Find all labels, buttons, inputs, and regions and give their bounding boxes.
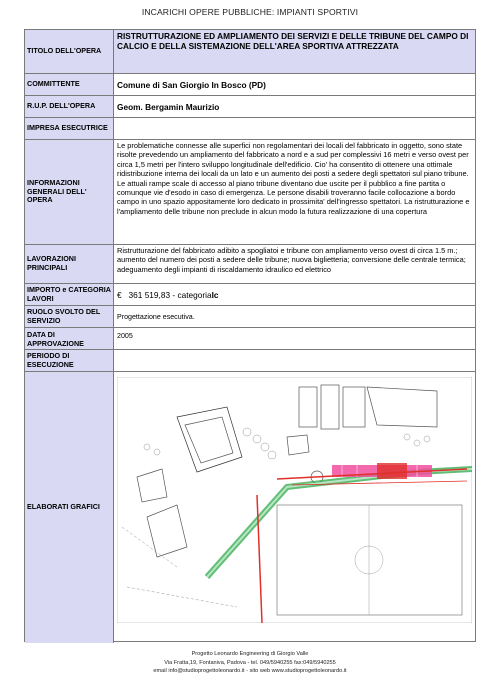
value-elaborati [114,372,475,643]
label-lavorazioni: LAVORAZIONI PRINCIPALI [25,245,114,283]
footer [0,650,500,676]
row-periodo [25,350,475,372]
label-committente: COMMITTENTE [25,74,114,95]
footer-contacts: email info@studioprogettoleonardo.it - sito web www.studioprogettoleonardo.it [153,668,347,675]
label-impresa: IMPRESA ESECUTRICE [25,118,114,139]
row-informazioni [25,140,475,245]
value-informazioni: Le problematiche connesse alle superfici non regolamentari dei locali del fabbricato in oggetto, sono state risolte prevedendo un ampliamento del fabbricato a nord e a sud per complessivi 16 metri e verso ovest per circa 1,5 metri per l'intero sviluppo longitudinale dell'edificio. Cio' ha consentito di ottenere una ottimale ridistribuzione interna dei locali da un lato e un aumento dei posti a sedere degli spettatori sul piano tribune. Le attuali rampe scale di accesso al piano tribune diventano due uscite per il pubblico a fine partita o comunque vie d'esodo in caso di emergenza. Le persone disabili troveranno facile collocazione a bordo campo in uno spazio appositamente loro dedicato in prossimita' dell'ingresso spettatori. La ristrutturazione e l'ampliamento delle tribune non preclude in alcun modo la futura realizzazione di una copertura [117,141,470,216]
row-ruolo [25,306,475,328]
value-data: 2005 [117,332,133,340]
row-elaborati [25,372,475,643]
value-lavorazioni: Ristrutturazione del fabbricato adibito a spogliatoi e tribune con ampliamento verso ovest di circa 1.5 m.; aumento del numero dei posti a sedere delle tribune; nuova biglietteria; conversione delle centrale termica; adeguamento degli impianti di riscaldamento idraulico ed elettrico [117,246,466,274]
label-data: DATA DI APPROVAZIONE [25,328,114,349]
label-ruolo: RUOLO SVOLTO DEL SERVIZIO [25,306,114,327]
footer-address: Via Fratta,19, Fontaniva, Padova - tel. 049/5940255 fax:049/5940255 [164,659,336,666]
row-importo [25,284,475,306]
value-importo [114,284,475,305]
row-committente [25,74,475,96]
amount: 361 519,83 [128,289,171,300]
row-data [25,328,475,350]
value-periodo [114,350,475,371]
value-impresa [114,118,475,139]
row-titolo [25,30,475,74]
category-code: Ic [211,289,219,300]
row-rup [25,96,475,118]
label-importo: IMPORTO e CATEGORIA LAVORI [25,284,114,305]
label-periodo: PERIODO DI ESECUZIONE [25,350,114,371]
currency-symbol: € [117,289,122,300]
value-ruolo: Progettazione esecutiva. [117,312,195,321]
value-committente: Comune di San Giorgio In Bosco (PD) [117,79,266,90]
site-plan-drawing [117,377,472,623]
value-rup: Geom. Bergamin Maurizio [117,101,220,112]
page-title: INCARICHI OPERE PUBBLICHE: IMPIANTI SPORTIVI [141,7,359,17]
label-titolo: TITOLO DELL'OPERA [25,30,114,73]
project-sheet [24,29,476,642]
row-lavorazioni [25,245,475,284]
label-rup: R.U.P. DELL'OPERA [25,96,114,117]
row-impresa [25,118,475,140]
label-elaborati: ELABORATI GRAFICI [25,372,114,643]
footer-company: Progetto Leonardo Engineering di Giorgio Valle [191,651,309,657]
label-informazioni: INFORMAZIONI GENERALI DELL' OPERA [25,140,114,244]
category-prefix: - categoria [172,289,212,300]
value-titolo: RISTRUTTURAZIONE ED AMPLIAMENTO DEI SERVIZI E DELLE TRIBUNE DEL CAMPO DI CALCIO E DELLA SISTEMAZIONE DELL'AREA SPORTIVA ATTREZZATA [114,30,475,73]
